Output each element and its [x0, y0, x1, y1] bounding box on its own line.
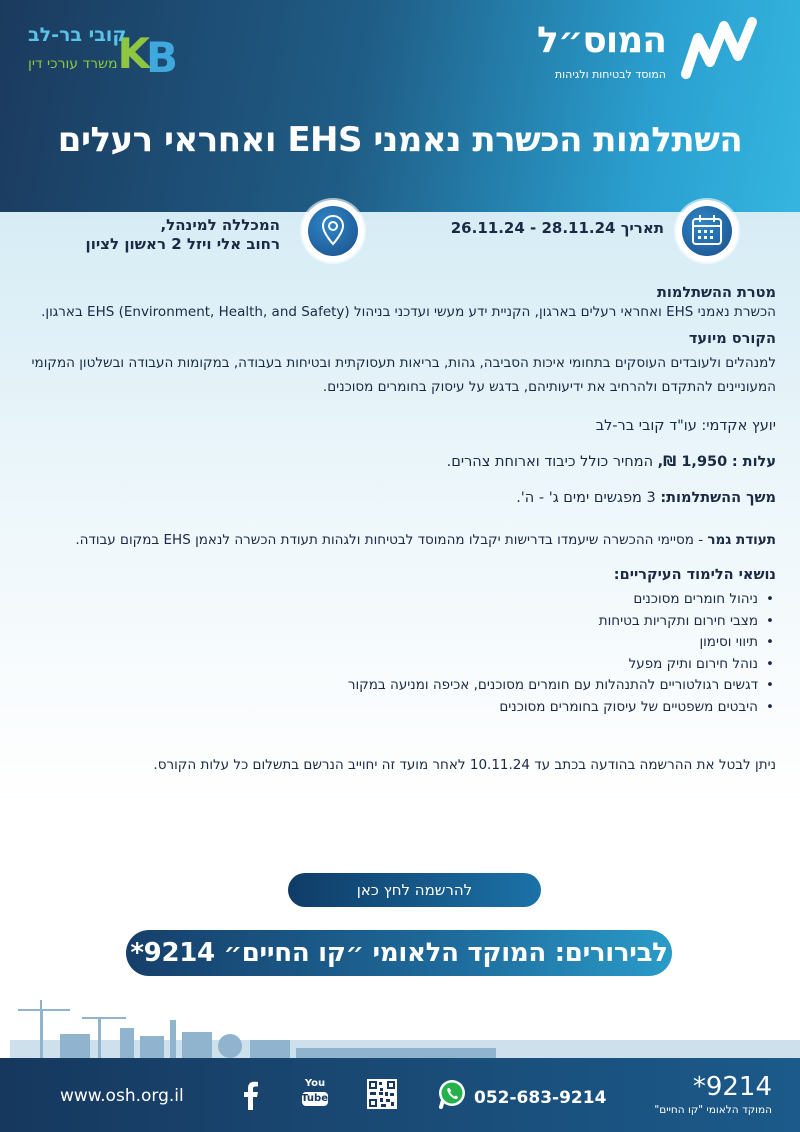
- page-title: השתלמות הכשרת נאמני EHS ואחראי רעלים: [57, 120, 743, 160]
- topic-item: • היבטים משפטיים של עיסוק בחומרים מסוכנים: [24, 697, 776, 719]
- whatsapp-icon[interactable]: [436, 1078, 468, 1110]
- course-location: [20, 216, 280, 254]
- cost-amount: 1,950 ₪,: [657, 454, 728, 470]
- duration-label: משך ההשתלמות:: [660, 490, 776, 506]
- osh-logo: [478, 18, 758, 88]
- goal-text: הכשרת נאמני EHS ואחראי רעלים בארגון, הקניית ידע מעשי ועדכני בניהול EHS (Environment, Health, and Safety) בארגון.: [41, 304, 776, 320]
- hotline-number: *9214: [692, 1072, 772, 1102]
- website-link[interactable]: www.osh.org.il: [60, 1086, 184, 1106]
- qr-code-icon[interactable]: [367, 1079, 397, 1109]
- phone-number[interactable]: 052-683-9214: [474, 1088, 607, 1108]
- cancellation-policy: ניתן לבטל את ההרשמה בהודעה בכתב עד 10.11.24 לאחר מועד זה יחוייב הנרשם בתשלום כל עלות הקורס.: [153, 757, 776, 773]
- cost-line: [24, 451, 776, 473]
- topic-item: • מצבי חירום ותקריות בטיחות: [24, 611, 776, 633]
- topic-item: • ניהול חומרים מסוכנים: [24, 589, 776, 611]
- academic-advisor: יועץ אקדמי: עו"ד קובי בר-לב: [595, 418, 776, 434]
- calendar-icon: [689, 212, 725, 248]
- certificate-text: - מסיימי ההכשרה שיעמדו בדרישות יקבלו מהמוסד לבטיחות ולגהות תעודת הכשרה לנאמן EHS במקום עבודה.: [75, 532, 708, 548]
- goal-title: מטרת ההשתלמות: [657, 285, 776, 301]
- partner-logo: [24, 20, 224, 90]
- topic-item: • נוהל חירום ותיק מפעל: [24, 654, 776, 676]
- audience-text: למנהלים ולעובדים העוסקים בתחומי איכות הסביבה, גהות, בריאות תעסוקתית ובטיחות בעבודה, במקומות העבודה ובשלטון המקומי המעוניינים להתקדם ולהרחיב את ידיעותיהם, בדגש על עיסוק בחומרים מסוכנים.: [31, 355, 776, 395]
- svg-text:K: K: [117, 29, 150, 78]
- osh-logo-icon: [680, 18, 758, 80]
- register-button[interactable]: להרשמה לחץ כאן: [288, 873, 541, 907]
- osh-name: המוס״ל: [537, 20, 666, 61]
- course-details: [24, 284, 776, 775]
- topic-item: • דגשים רגולטוריים להתנהלות עם חומרים מסוכנים, אכיפה ומניעה במקור: [24, 675, 776, 697]
- location-badge: [302, 200, 364, 262]
- partner-subtitle: משרד עורכי דין: [28, 56, 118, 72]
- osh-subtitle: המוסד לבטיחות ולגיהות: [554, 68, 666, 81]
- partner-name: קובי בר-לב: [28, 24, 127, 46]
- youtube-label-top: You: [304, 1078, 326, 1089]
- youtube-icon[interactable]: [302, 1078, 328, 1112]
- cost-label: עלות :: [731, 454, 776, 470]
- hotline-label: המוקד הלאומי "קו החיים": [654, 1104, 772, 1116]
- topics-title: נושאי הלימוד העיקריים:: [613, 567, 776, 583]
- topics-list: [24, 589, 776, 718]
- certificate-label: תעודת גמר: [707, 532, 776, 548]
- audience-title: הקורס מיועד: [688, 331, 776, 347]
- location-line-1: המכללה למינהל,: [160, 216, 280, 234]
- topic-item: • תיווי וסימון: [24, 632, 776, 654]
- certificate-paragraph: [24, 531, 776, 550]
- svg-text:B: B: [145, 33, 178, 82]
- duration-line: [24, 487, 776, 509]
- cost-note: המחיר כולל כיבוד וארוחת צהרים.: [446, 454, 654, 470]
- header-banner: [0, 0, 800, 212]
- kb-logo-icon: [117, 24, 212, 82]
- facebook-icon[interactable]: [241, 1080, 259, 1110]
- date-badge: [676, 200, 738, 262]
- youtube-label-bottom: Tube: [301, 1093, 328, 1104]
- hotline-banner: לבירורים: המוקד הלאומי ״קו החיים״ 9214*: [126, 930, 672, 976]
- footer: [0, 1058, 800, 1132]
- duration-value: 3 מפגשים ימים ג' - ה'.: [516, 490, 656, 506]
- course-dates: תאריך 28.11.24 - 26.11.24: [450, 219, 664, 237]
- location-pin-icon: [315, 212, 351, 248]
- industrial-skyline-illustration: [0, 990, 800, 1060]
- location-line-2: רחוב אלי ויזל 2 ראשון לציון: [85, 235, 280, 253]
